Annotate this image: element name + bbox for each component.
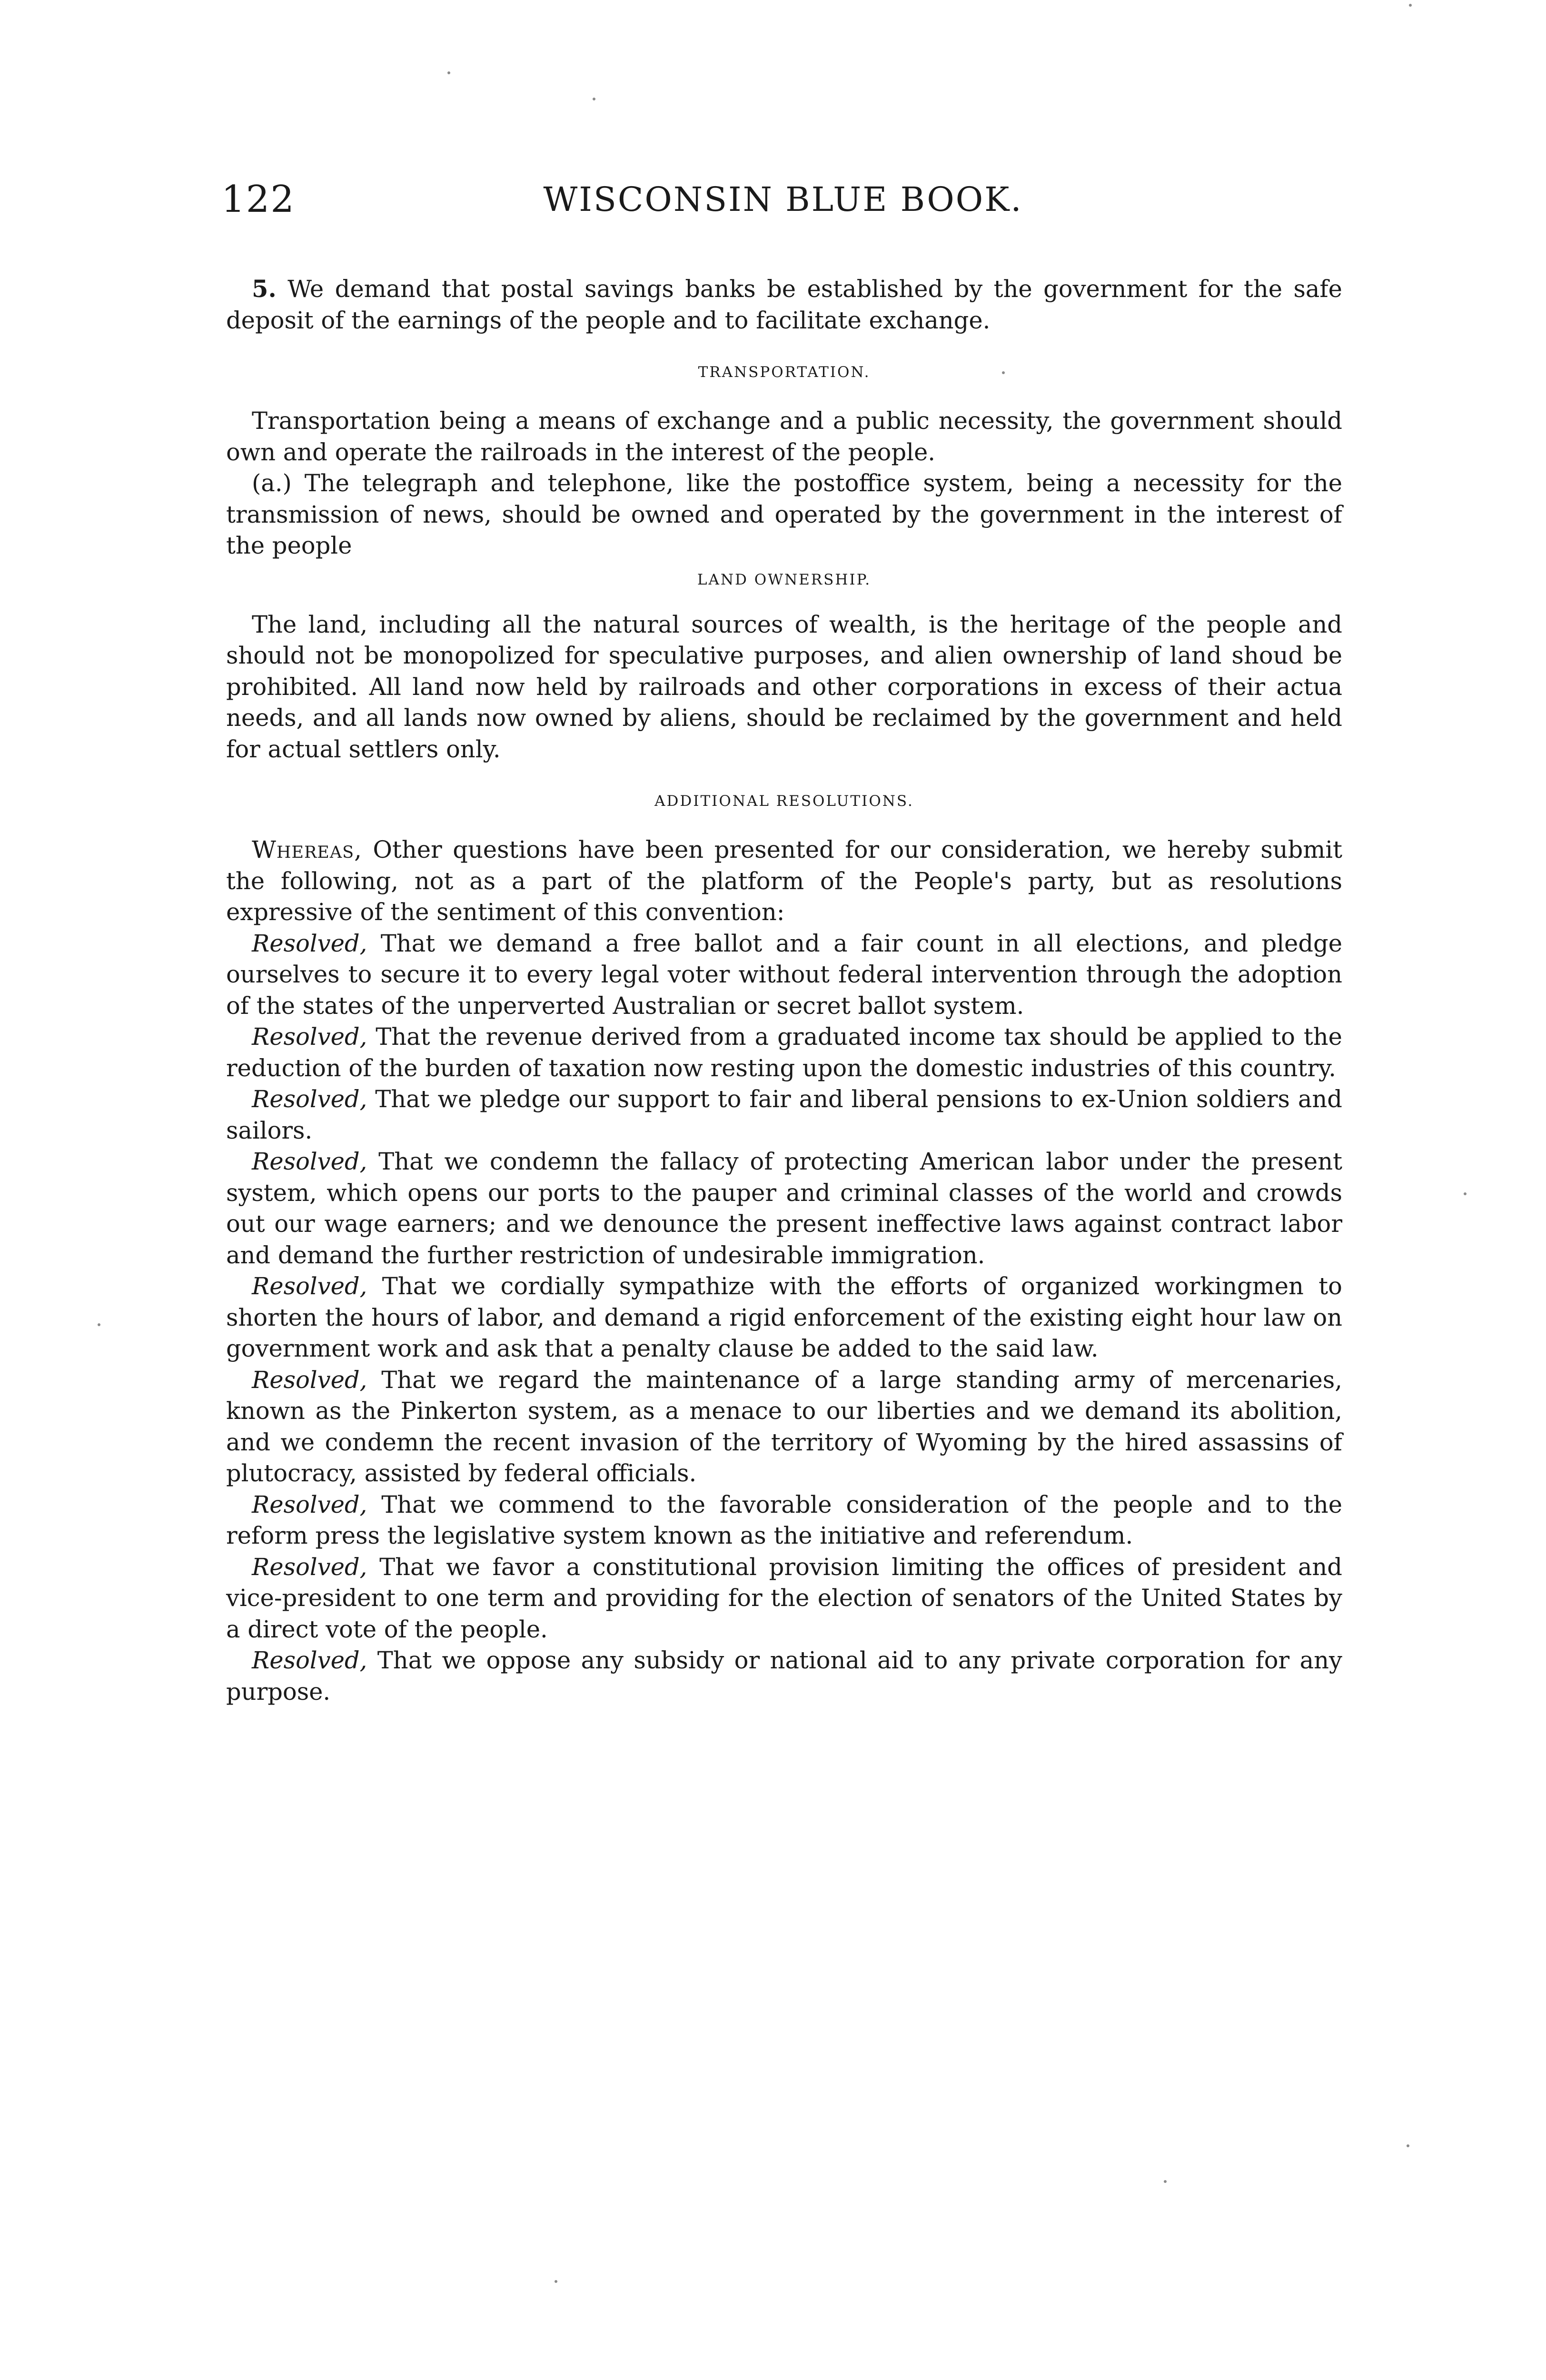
- paragraph-land-ownership: The land, including all the natural sources of wealth, is the heritage of the people and should not be monopolized for speculative purposes, and alien ownership of land shoud be prohibited. All land now held by railroads and other corporations in excess of their actua needs, and all lands now owned by aliens, should be reclaimed by the government and held for actual settlers only.: [226, 610, 1342, 763]
- whereas-text: Other questions have been presented for our consideration, we hereby submit the following, not as a part of the platform of the People's party, but as resolutions expressive of the sentiment of this convention:: [226, 836, 1342, 926]
- resolved-label: Resolved,: [252, 1553, 367, 1581]
- resolution-text: That we oppose any subsidy or national aid to any private corporation for any purpose.: [226, 1646, 1342, 1706]
- resolved-label: Resolved,: [252, 1148, 367, 1175]
- resolution-text: That we cordially sympathize with the efforts of organized workingmen to shorten the hours of labor, and demand a rigid enforcement of the existing eight hour law on government work and ask that a penalty clause be added to the said law.: [226, 1272, 1342, 1362]
- paper-speck: [98, 1323, 100, 1326]
- paper-speck: [1464, 1192, 1467, 1195]
- paper-speck: [447, 71, 450, 74]
- resolution-6: [226, 1365, 1342, 1489]
- heading-land-ownership: LAND OWNERSHIP.: [697, 571, 872, 588]
- paragraph-whereas: [226, 834, 1342, 928]
- whereas-lead: Whereas,: [252, 836, 362, 863]
- resolution-text: That we pledge our support to fair and liberal pensions to ex-Union soldiers and sailors.: [226, 1085, 1342, 1144]
- resolution-2: [226, 1021, 1342, 1084]
- page-number: 122: [221, 178, 295, 221]
- resolution-text: That the revenue derived from a graduated income tax should be applied to the reduction of the burden of taxation now resting upon the domestic industries of this country.: [226, 1023, 1342, 1082]
- paper-speck: [1002, 371, 1005, 374]
- paper-speck: [1407, 2144, 1409, 2147]
- paper-speck: [1409, 4, 1412, 7]
- paragraph-text: We demand that postal savings banks be established by the government for the safe deposit of the earnings of the people and to facilitate exchange.: [226, 275, 1342, 334]
- resolution-4: [226, 1146, 1342, 1271]
- resolved-label: Resolved,: [252, 1023, 367, 1051]
- resolution-5: [226, 1271, 1342, 1365]
- resolution-7: [226, 1489, 1342, 1552]
- resolution-text: That we regard the maintenance of a large standing army of mercenaries, known as the Pinkerton system, as a menace to our liberties and we demand its abolition, and we condemn the recent invasion of the territory of Wyoming by the hired assassins of plutocracy, assisted by federal officials.: [226, 1366, 1342, 1487]
- paragraph-postal-savings: [226, 274, 1342, 336]
- page-body: [226, 274, 1342, 1707]
- paragraph-transportation-1: Transportation being a means of exchange and a public necessity, the government should own and operate the railroads in the interest of the people.: [226, 407, 1342, 466]
- page-header: [221, 171, 1345, 238]
- resolved-label: Resolved,: [252, 1646, 367, 1674]
- resolution-1: [226, 928, 1342, 1022]
- resolved-label: Resolved,: [252, 1366, 367, 1394]
- resolution-text: That we demand a free ballot and a fair count in all elections, and pledge ourselves to secure it to every legal voter without federal intervention through the adoption of the states of the unperverted Australian or secret ballot system.: [226, 929, 1342, 1020]
- resolution-text: That we favor a constitutional provision limiting the offices of president and vice-president to one term and providing for the election of senators of the United States by a direct vote of the people.: [226, 1553, 1342, 1643]
- resolved-label: Resolved,: [252, 1272, 367, 1300]
- resolution-9: [226, 1645, 1342, 1707]
- resolution-8: [226, 1552, 1342, 1646]
- heading-transportation: TRANSPORTATION.: [698, 364, 871, 381]
- resolved-label: Resolved,: [252, 929, 367, 957]
- resolved-label: Resolved,: [252, 1490, 367, 1518]
- paragraph-number: 5.: [252, 275, 277, 303]
- paragraph-transportation-2: (a.) The telegraph and telephone, like the postoffice system, being a necessity for the transmission of news, should be owned and operated by the government in the interest of the people: [226, 469, 1342, 559]
- resolved-label: Resolved,: [252, 1085, 367, 1113]
- running-title: WISCONSIN BLUE BOOK.: [543, 180, 1023, 219]
- resolution-text: That we commend to the favorable consideration of the people and to the reform press the legislative system known as the initiative and referendum.: [226, 1490, 1342, 1549]
- paper-speck: [1164, 2180, 1167, 2183]
- paper-speck: [555, 2280, 557, 2283]
- resolution-text: That we condemn the fallacy of protecting American labor under the present system, which opens our ports to the pauper and criminal classes of the world and crowds out our wage earners; and we denounce the present ineffective laws against contract labor and demand the further restriction of undesirable immigration.: [226, 1148, 1342, 1269]
- heading-additional-resolutions: ADDITIONAL RESOLUTIONS.: [654, 793, 914, 810]
- paper-speck: [593, 98, 595, 100]
- resolution-3: [226, 1084, 1342, 1146]
